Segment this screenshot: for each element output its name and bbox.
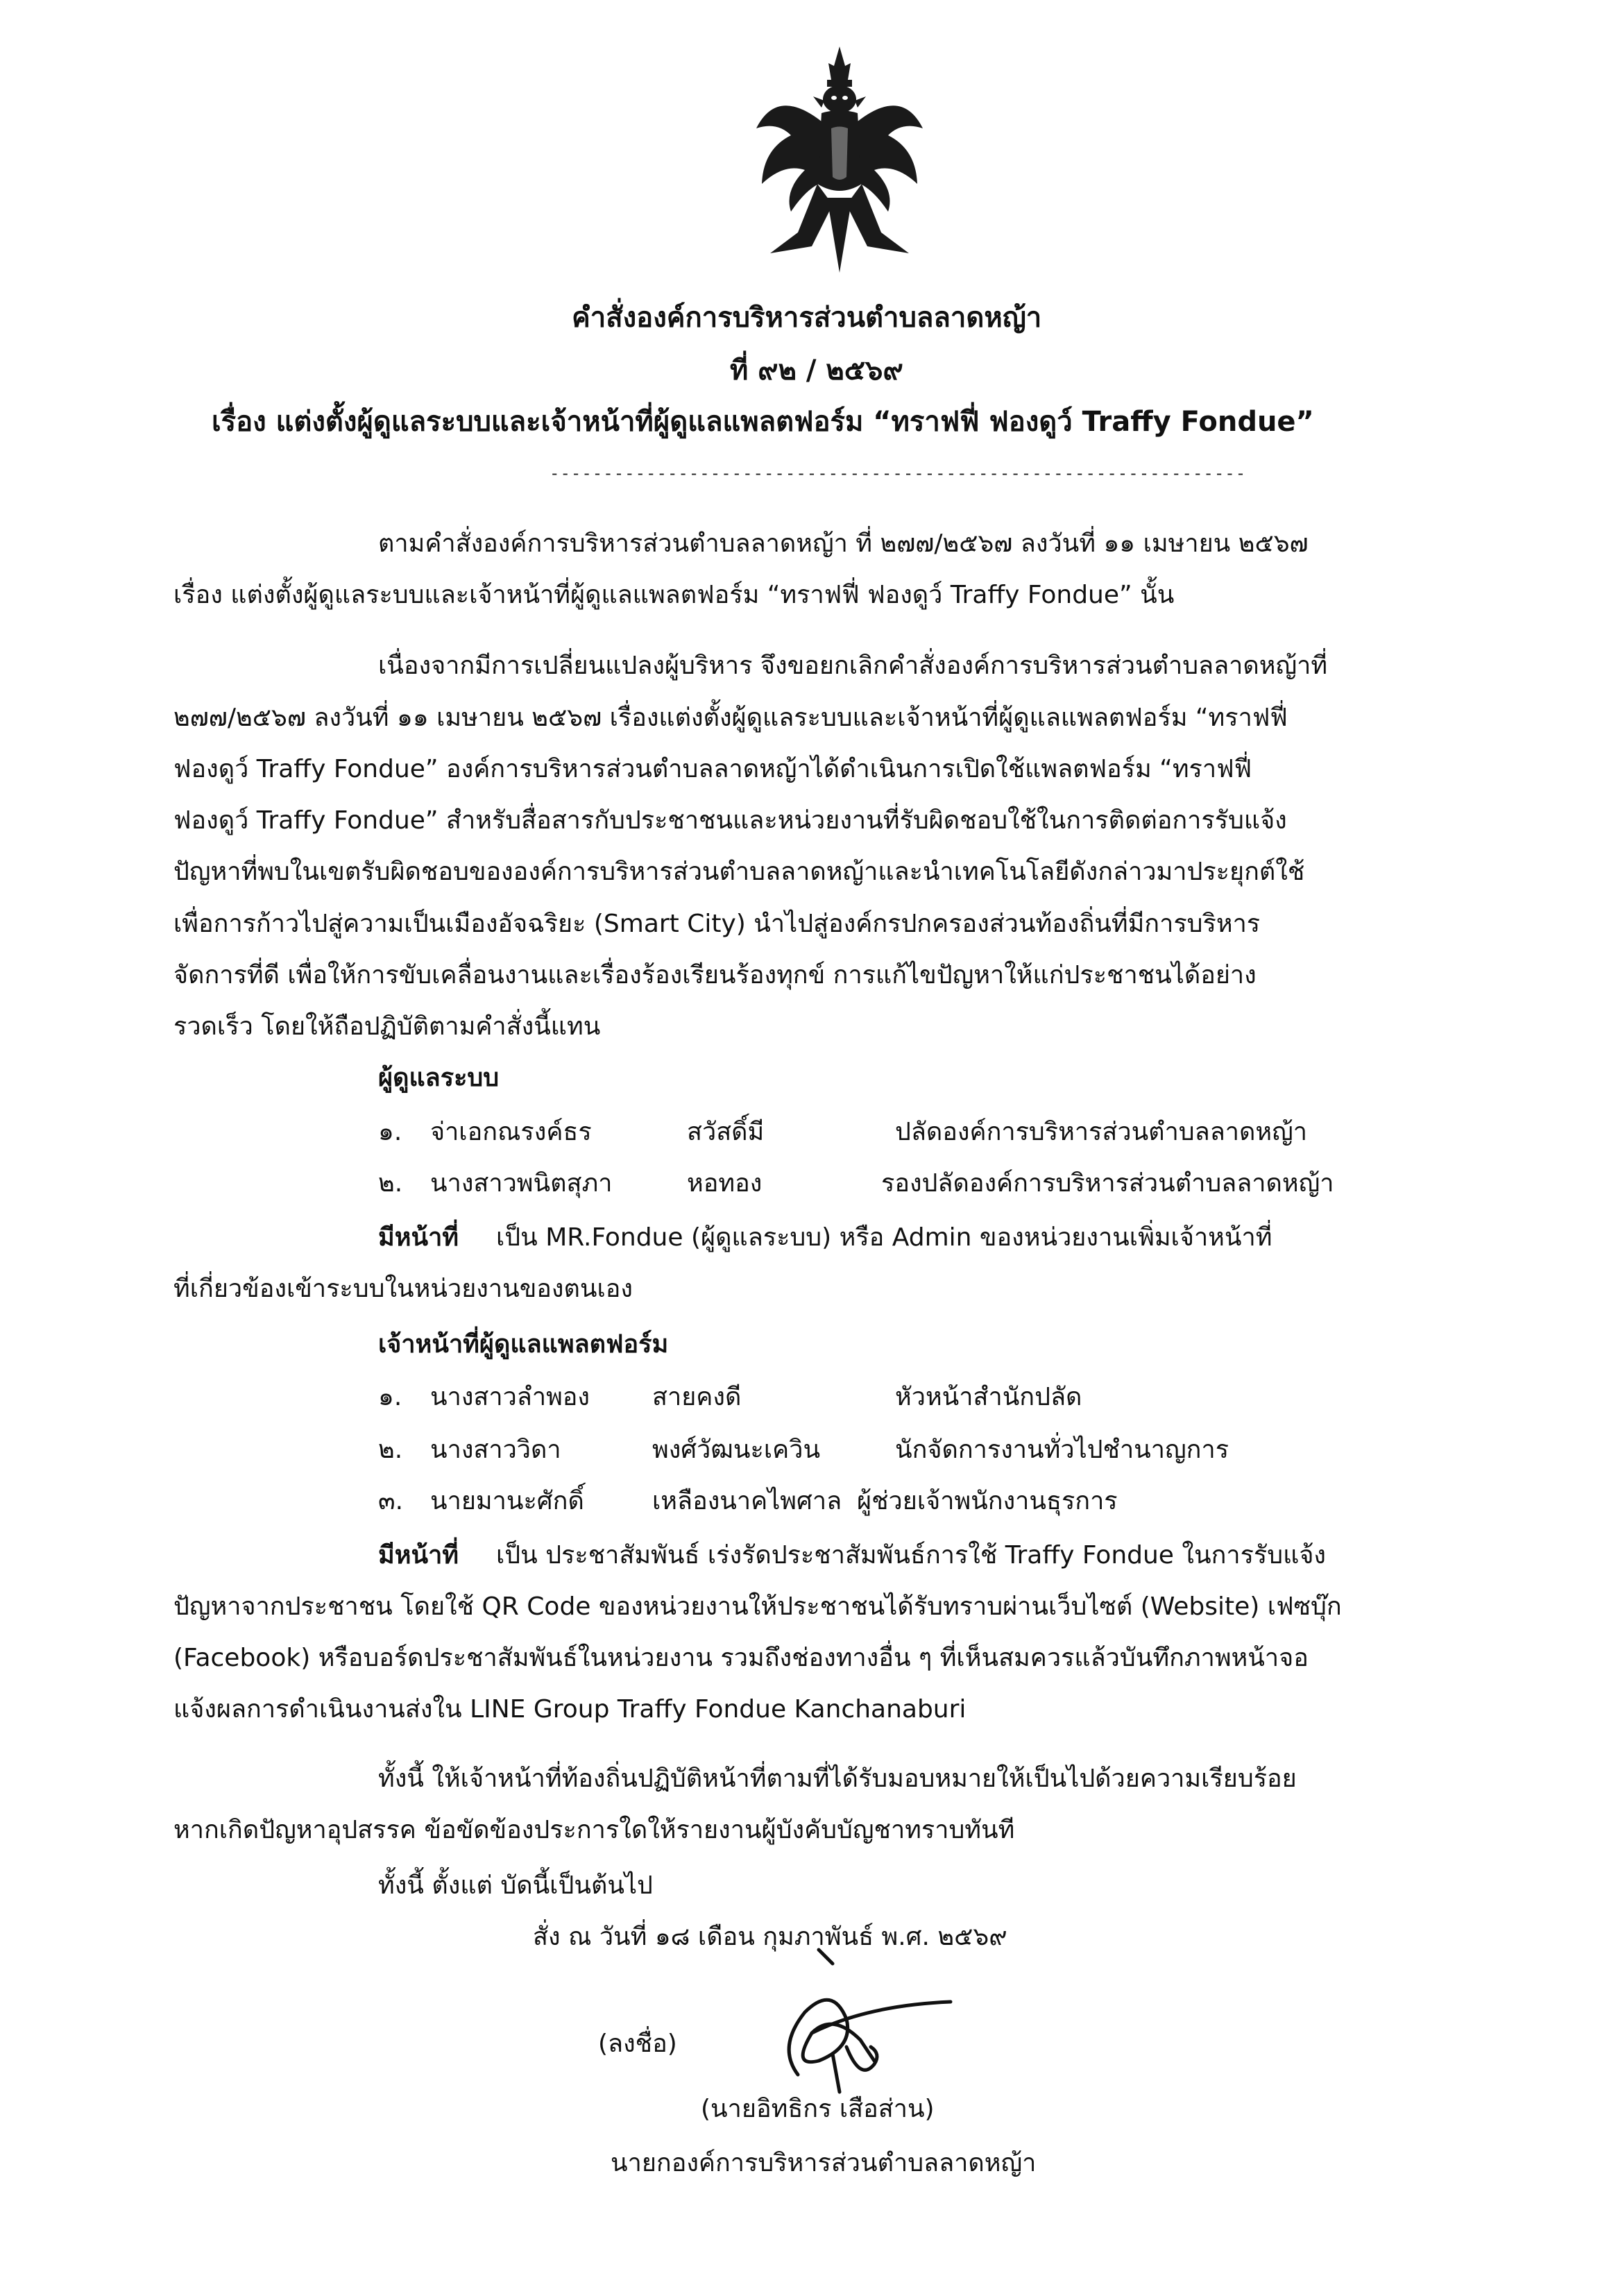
person-last-name: หอทอง <box>687 1169 763 1198</box>
signatory-name: (นายอิทธิกร เสือส่าน) <box>701 2095 935 2123</box>
person-first-name: นางสาวลำพอง <box>430 1383 590 1411</box>
officers-heading: เจ้าหน้าที่ผู้ดูแลแพลตฟอร์ม <box>378 1330 669 1359</box>
person-number: ๑. <box>378 1383 402 1411</box>
person-number: ๒. <box>378 1169 403 1198</box>
person-last-name: สวัสดิ์มี <box>687 1118 765 1146</box>
order-date: สั่ง ณ วันที่ ๑๘ เดือน กุมภาพันธ์ พ.ศ. ๒๕๖๙ <box>533 1923 1007 1951</box>
person-first-name: จ่าเอกณรงค์ธร <box>430 1118 592 1146</box>
paragraph-2-line: รวดเร็ว โดยให้ถือปฏิบัติตามคำสั่งนี้แทน <box>173 1012 601 1041</box>
admins-duty-line-2: ที่เกี่ยวข้องเข้าระบบในหน่วยงานของตนเอง <box>173 1275 633 1303</box>
paragraph-1-line-2: เรื่อง แต่งตั้งผู้ดูแลระบบและเจ้าหน้าที่ผู้ดูแลแพลตฟอร์ม “ทราฟฟี่ ฟองดูว์ Traffy Fondue” นั้น <box>173 581 1175 609</box>
person-position: นักจัดการงานทั่วไปชำนาญการ <box>895 1436 1229 1464</box>
person-position: หัวหน้าสำนักปลัด <box>895 1383 1082 1411</box>
effective-date: ทั้งนี้ ตั้งแต่ บัดนี้เป็นต้นไป <box>378 1871 653 1900</box>
admins-duty-label: มีหน้าที่ <box>378 1223 459 1252</box>
officers-duty-label: มีหน้าที่ <box>378 1541 459 1570</box>
signatory-position: นายกองค์การบริหารส่วนตำบลลาดหญ้า <box>611 2149 1037 2177</box>
garuda-emblem-icon <box>749 45 930 274</box>
admins-heading: ผู้ดูแลระบบ <box>378 1064 500 1092</box>
document-number: ที่ ๙๒ / ๒๕๖๙ <box>730 355 903 386</box>
officers-duty-line-4: แจ้งผลการดำเนินงานส่งใน LINE Group Traffy Fondue Kanchanaburi <box>173 1695 967 1724</box>
paragraph-2-line: ๒๗๗/๒๕๖๗ ลงวันที่ ๑๑ เมษายน ๒๕๖๗ เรื่องแต่งตั้งผู้ดูแลระบบและเจ้าหน้าที่ผู้ดูแลแพลตฟอร์ม “ทราฟฟี่ <box>173 704 1288 732</box>
person-first-name: นางสาวพนิตสุภา <box>430 1169 613 1198</box>
paragraph-2-line: เพื่อการก้าวไปสู่ความเป็นเมืองอัจฉริยะ (Smart City) นำไปสู่องค์กรปกครองส่วนท้องถิ่นที่มีการบริหาร <box>173 910 1261 938</box>
paragraph-1-line-1: ตามคำสั่งองค์การบริหารส่วนตำบลลาดหญ้า ที่ ๒๗๗/๒๕๖๗ ลงวันที่ ๑๑ เมษายน ๒๕๖๗ <box>378 529 1309 558</box>
document-subject: เรื่อง แต่งตั้งผู้ดูแลระบบและเจ้าหน้าที่ผู้ดูแลแพลตฟอร์ม “ทราฟฟี่ ฟองดูว์ Traffy Fondue” <box>212 406 1314 438</box>
person-number: ๒. <box>378 1436 403 1464</box>
paragraph-2-line: จัดการที่ดี เพื่อให้การขับเคลื่อนงานและเรื่องร้องเรียนร้องทุกข์ การแก้ไขปัญหาให้แก่ประชาชนได้อย่าง <box>173 961 1257 989</box>
person-last-name: พงศ์วัฒนะเควิน <box>652 1436 821 1464</box>
paragraph-2-line: ปัญหาที่พบในเขตรับผิดชอบขององค์การบริหารส่วนตำบลลาดหญ้าและนำเทคโนโลยีดังกล่าวมาประยุกต์ใช้ <box>173 858 1305 886</box>
document-title: คำสั่งองค์การบริหารส่วนตำบลลาดหญ้า <box>572 302 1042 334</box>
officers-duty-line-3: (Facebook) หรือบอร์ดประชาสัมพันธ์ในหน่วยงาน รวมถึงช่องทางอื่น ๆ ที่เห็นสมควรแล้วบันทึกภาพหน้าจอ <box>173 1644 1309 1672</box>
paragraph-2-line: เนื่องจากมีการเปลี่ยนแปลงผู้บริหาร จึงขอยกเลิกคำสั่งองค์การบริหารส่วนตำบลลาดหญ้าที่ <box>378 652 1328 680</box>
person-last-name: เหลืองนาคไพศาล <box>652 1487 842 1515</box>
handwritten-signature-icon <box>729 1943 957 2102</box>
person-first-name: นางสาววิดา <box>430 1436 561 1464</box>
person-position: ผู้ช่วยเจ้าพนักงานธุรการ <box>857 1487 1118 1515</box>
person-number: ๑. <box>378 1118 402 1146</box>
closing-line-2: หากเกิดปัญหาอุปสรรค ข้อขัดข้องประการใดให้รายงานผู้บังคับบัญชาทราบทันที <box>173 1816 1015 1844</box>
divider-line: ----------------------------------------------------------------- <box>550 464 1247 483</box>
person-last-name: สายคงดี <box>652 1383 742 1411</box>
admins-duty-line-1: เป็น MR.Fondue (ผู้ดูแลระบบ) หรือ Admin ของหน่วยงานเพิ่มเจ้าหน้าที่ <box>496 1223 1272 1252</box>
paragraph-2-line: ฟองดูว์ Traffy Fondue” องค์การบริหารส่วนตำบลลาดหญ้าได้ดำเนินการเปิดใช้แพลตฟอร์ม “ทราฟฟี่ <box>173 755 1252 783</box>
officers-duty-line-2: ปัญหาจากประชาชน โดยใช้ QR Code ของหน่วยงานให้ประชาชนได้รับทราบผ่านเว็บไซต์ (Website) เฟซบุ๊ก <box>173 1592 1342 1621</box>
person-first-name: นายมานะศักดิ์ <box>430 1487 584 1515</box>
person-position: ปลัดองค์การบริหารส่วนตำบลลาดหญ้า <box>895 1118 1307 1146</box>
person-position: รองปลัดองค์การบริหารส่วนตำบลลาดหญ้า <box>881 1169 1334 1198</box>
officers-duty-line-1: เป็น ประชาสัมพันธ์ เร่งรัดประชาสัมพันธ์การใช้ Traffy Fondue ในการรับแจ้ง <box>496 1541 1326 1570</box>
paragraph-2-line: ฟองดูว์ Traffy Fondue” สำหรับสื่อสารกับประชาชนและหน่วยงานที่รับผิดชอบใช้ในการติดต่อการรับแจ้ง <box>173 806 1287 835</box>
closing-line-1: ทั้งนี้ ให้เจ้าหน้าที่ท้องถิ่นปฏิบัติหน้าที่ตามที่ได้รับมอบหมายให้เป็นไปด้วยความเรียบร้อย <box>378 1764 1297 1793</box>
signature-label: (ลงชื่อ) <box>598 2030 677 2058</box>
person-number: ๓. <box>378 1487 404 1515</box>
